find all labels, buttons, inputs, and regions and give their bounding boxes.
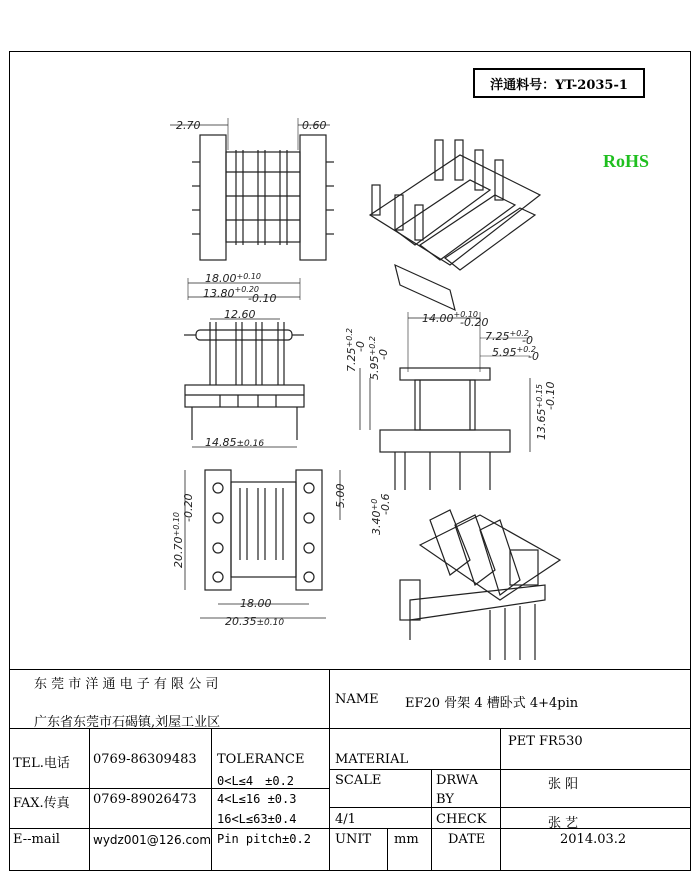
name-label: NAME: [335, 692, 379, 707]
company-name: 东 莞 市 洋 通 电 子 有 限 公 司: [34, 677, 219, 692]
dim-left-7-25-tol-dn: -0: [354, 341, 367, 352]
dim-20-70: $20.70^{+0.10}$: [172, 511, 185, 568]
dim-bottom-18-00: 18.00: [240, 597, 272, 610]
part-number: 洋通料号：YT-2035-1: [490, 77, 628, 93]
drawn-by-value: 张 阳: [548, 777, 579, 792]
dim-left-7-25: $7.25^{+0.2}$: [345, 328, 358, 372]
tolerance-line-4: Pin pitch±0.2: [217, 832, 311, 846]
dim-0-60: 0.60: [302, 119, 327, 132]
dim-13-80-tol-dn: -0.10: [248, 292, 277, 305]
tel-label: TEL.电话: [13, 756, 70, 771]
isometric-view-top: [370, 140, 540, 310]
bottom-view: [185, 470, 340, 618]
top-view: [170, 118, 334, 260]
dim-5-00: 5.00: [334, 483, 347, 508]
check-label: CHECK: [436, 812, 487, 827]
dim-3-40: $3.40^{+0}$: [370, 498, 383, 535]
dim-13-80: $13.80^{+0.20}$: [203, 285, 260, 300]
email-label: E--mail: [13, 832, 60, 847]
rohs-mark: RoHS: [603, 151, 650, 171]
name-value: EF20 骨架 4 槽卧式 4+4pin: [405, 696, 579, 711]
tolerance-line-1: 0<L≤4 ±0.2: [217, 774, 295, 788]
dim-left-5-95: $5.95^{+0.2}$: [368, 336, 381, 380]
dim-12-60: 12.60: [224, 308, 256, 321]
dim-right-5-95: $5.95^{+0.2}$: [492, 345, 536, 359]
date-value: 2014.03.2: [560, 832, 627, 847]
dim-14-00: $14.00^{+0.10}$: [422, 310, 479, 325]
dim-right-7-25: $7.25^{+0.2}$: [485, 329, 529, 343]
tolerance-line-2: 4<L≤16 ±0.3: [217, 792, 297, 806]
dim-13-65: $13.65^{+0.15}$: [535, 383, 548, 440]
tolerance-line-3: 16<L≤63±0.4: [217, 812, 297, 826]
dim-2-70: 2.70: [176, 119, 201, 132]
company-address: 广东省东莞市石碣镇,刘屋工业区: [34, 715, 221, 730]
email-value: wydz001@126.com: [93, 833, 212, 847]
tolerance-label: TOLERANCE: [217, 752, 305, 767]
scale-value: 4/1: [335, 812, 356, 827]
dim-3-40-tol-dn: -0.6: [379, 493, 392, 515]
dim-13-65-tol-dn: -0.10: [544, 381, 557, 410]
tel-value: 0769-86309483: [93, 752, 197, 767]
fax-label: FAX.传真: [13, 796, 70, 811]
drawn-by-label-2: BY: [436, 792, 454, 807]
unit-label: UNIT: [335, 832, 372, 847]
dim-18-00: $18.00^{+0.10}$: [205, 272, 262, 285]
dim-left-5-95-tol-dn: -0: [377, 349, 390, 360]
fax-value: 0769-89026473: [93, 792, 197, 807]
dim-20-70-tol-dn: -0.20: [182, 493, 195, 522]
dim-14-00-tol-dn: -0.20: [460, 316, 489, 329]
date-label: DATE: [448, 832, 486, 847]
scale-label: SCALE: [335, 773, 382, 788]
check-value: 张 艺: [548, 816, 579, 831]
dim-right-7-25-tol-dn: -0: [522, 334, 533, 347]
drawn-by-label-1: DRWA: [436, 773, 479, 788]
dim-20-35: 20.35±0.10: [225, 615, 285, 628]
unit-value: mm: [394, 832, 419, 847]
material-label: MATERIAL: [335, 752, 409, 767]
isometric-view-bottom: [400, 510, 560, 660]
front-view: [184, 278, 304, 447]
dim-right-5-95-tol-dn: -0: [528, 350, 539, 363]
material-value: PET FR530: [508, 734, 583, 749]
dim-14-85: 14.85±0.16: [205, 436, 265, 449]
